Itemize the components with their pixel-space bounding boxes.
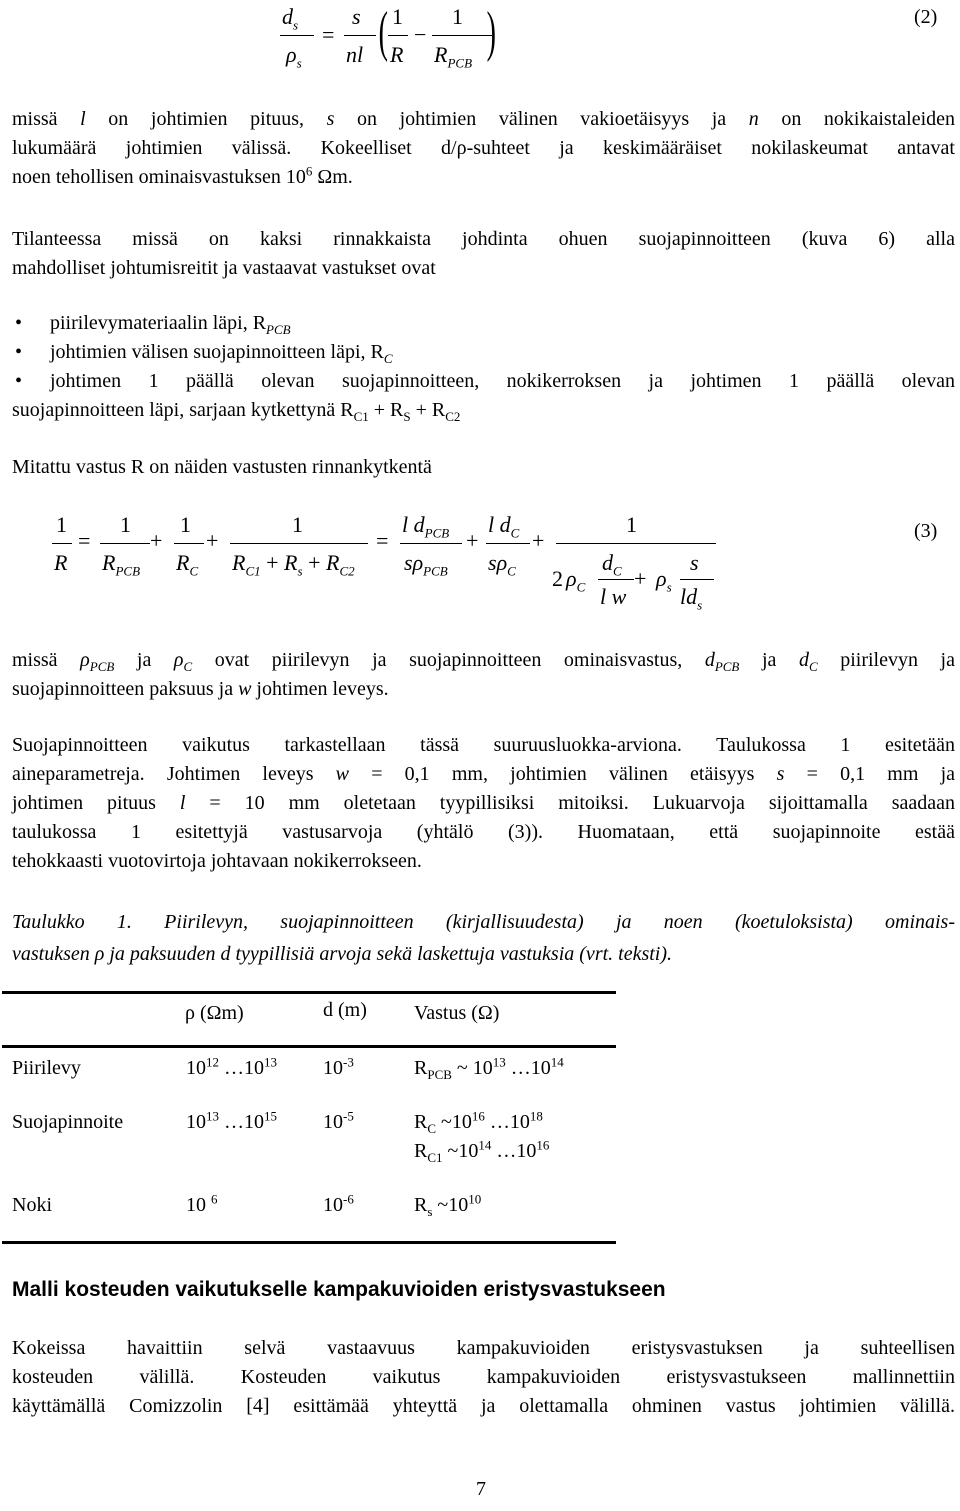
- row-name: Piirilevy: [12, 1057, 81, 1079]
- col-header-d: d (m): [323, 999, 367, 1021]
- row-d: $10^{-6}$: [323, 1191, 354, 1216]
- row-vastus: $R_{PCB}$ ~ $10^{13}$ $\dots 10^{14}$: [414, 1054, 564, 1082]
- eq2-lhs-num: $d_s$: [282, 4, 299, 33]
- row-vastus: $R_C$ $\sim 10^{16}$ $\dots 10^{18}$: [414, 1108, 543, 1136]
- row-vastus: $R_s$ $\sim 10^{10}$: [414, 1191, 482, 1219]
- row-name: Suojapinnoite: [12, 1111, 124, 1133]
- section-heading: Malli kosteuden vaikutukselle kampakuvioiden eristysvastukseen: [12, 1278, 666, 1301]
- col-header-rho: ρ (Ωm): [185, 1002, 244, 1024]
- row-d: $10^{-5}$: [323, 1108, 354, 1133]
- table-caption: Taulukko 1. Piirilevyn, suojapinnoitteen (kirjallisuudesta) ja noen (koetuloksista) ominais- vastuksen ρ ja paksuuden d tyypillisiä arvoja sekä laskettuja vastuksia (vrt. teksti).: [12, 911, 955, 965]
- table-top-rule: [2, 991, 616, 994]
- paragraph-1: missä l on johtimien pituus, s on johtimien välinen vakioetäisyys ja n on nokikaistaleiden lukumäärä johtimien välissä. Kokeelliset d/ρ-suhteet ja keskimääräiset nokilaskeumat antavat noen tehollisen ominaisvastuksen $10^6$ Ωm.: [12, 108, 956, 188]
- paragraph-3: Mitattu vastus R on näiden vastusten rinnankytkentä: [12, 456, 432, 478]
- row-name: Noki: [12, 1194, 52, 1216]
- page-number: 7: [476, 1478, 486, 1500]
- paragraph-2: Tilanteessa missä on kaksi rinnakkaista johdinta ohuen suojapinnoitteen (kuva 6) alla mahdolliset johtumisreitit ja vastaavat vastukset ovat: [12, 228, 955, 279]
- eq2-lhs-den: $\rho_s$: [286, 42, 302, 71]
- bullet-2: •: [15, 341, 23, 363]
- equation-number: (3): [914, 520, 938, 542]
- bullet-3: •: [15, 370, 23, 392]
- row-vastus-2: $R_{C1}$ $\sim 10^{14}$ $\dots 10^{16}$: [414, 1137, 550, 1165]
- col-header-vastus: Vastus (Ω): [414, 1002, 500, 1024]
- row-rho: $10^{12}$ $\dots 10^{13}$: [186, 1054, 277, 1079]
- paragraph-4: missä $\rho_{PCB}$ ja $\rho_C$ ovat piirilevyn ja suojapinnoitteen ominaisvastus, $d_{PCB}$ ja $d_C$ piirilevyn ja suojapinnoitteen paksuus ja w johtimen leveys.: [12, 649, 955, 700]
- bullet-1-text: piirilevymateriaalin läpi, $R_{PCB}$: [50, 312, 291, 337]
- table-header-rule: [2, 1045, 616, 1048]
- row-d: $10^{-3}$: [323, 1054, 354, 1079]
- row-rho: $10^{13}$ $\dots 10^{15}$: [186, 1108, 277, 1133]
- bullet-3-text-cont: suojapinnoitteen läpi, sarjaan kytkettynä $R_{C1} + R_S + R_{C2}$: [12, 399, 461, 424]
- paragraph-5: Suojapinnoitteen vaikutus tarkastellaan tässä suuruusluokka-arviona. Taulukossa 1 esitetään aineparametreja. Johtimen leveys w = 0,1 mm, johtimien välinen etäisyys s = 0,1 mm ja johtimen pituus l = 10 mm oletetaan tyypillisiksi mitoiksi. Lukuarvoja sijoittamalla saadaan taulukossa 1 esitettyjä vastusarvoja (yhtälö (3)). Huomataan, että suojapinnoite estää tehokkaasti vuotovirtoja johtavaan nokikerrokseen.: [12, 734, 956, 872]
- equation-number: (2): [914, 6, 938, 28]
- row-rho: 10 $^6$: [186, 1191, 218, 1216]
- bullet-3-text: johtimen 1 päällä olevan suojapinnoitteen, nokikerroksen ja johtimen 1 päällä olevan: [50, 370, 955, 392]
- bullet-1: •: [15, 312, 23, 334]
- table-bottom-rule: [2, 1241, 616, 1244]
- bullet-2-text: johtimien välisen suojapinnoitteen läpi, $R_C$: [50, 341, 393, 366]
- paragraph-6: Kokeissa havaittiin selvä vastaavuus kampakuvioiden eristysvastuksen ja suhteellisen kosteuden välillä. Kosteuden vaikutus kampakuvioiden eristysvastukseen mallinnettiin käyttämällä Comizzolin [4] esittämää yhteyttä ja olettamalla ohminen vastus johtimien välillä.: [12, 1337, 955, 1417]
